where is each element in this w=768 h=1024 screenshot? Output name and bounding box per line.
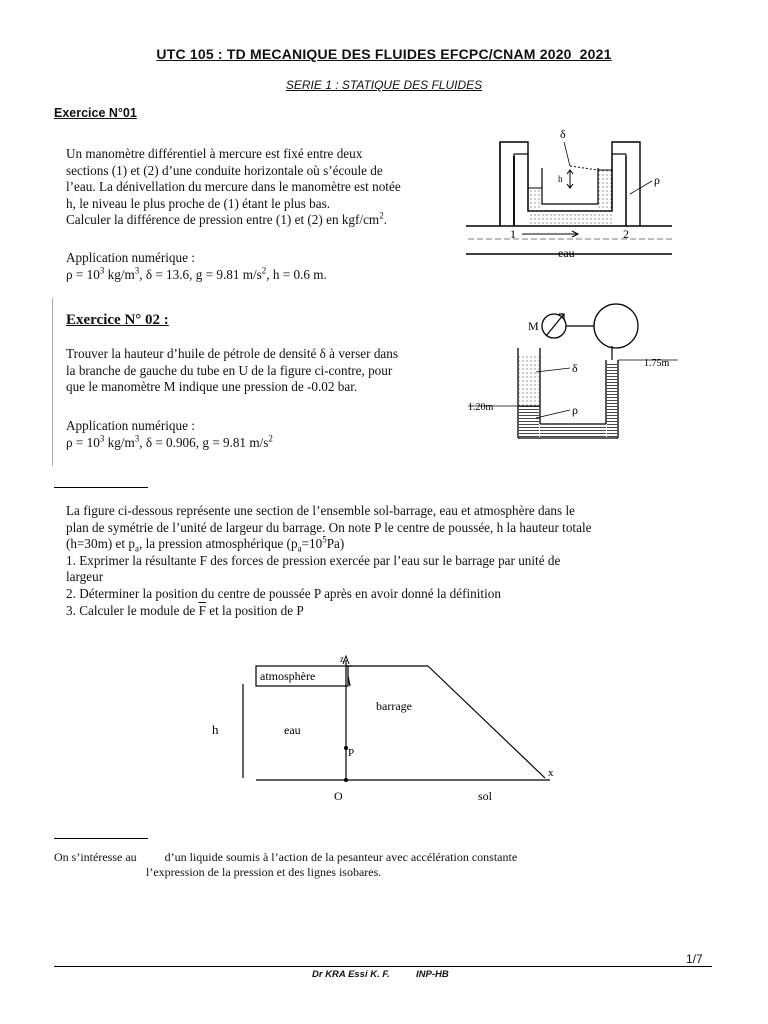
exercise3-q1-cont: largeur [66,569,104,585]
level-left-label: 1.20m [468,402,494,413]
exercise3-line: plan de symétrie de l’unité de largeur du barrage. On note P le centre de poussée, h la hauteur totale [66,519,592,535]
section2-label: 2 [623,227,629,241]
dam-figure [200,648,570,808]
page-number: 1/7 [686,952,703,966]
manometer-figure [466,126,676,261]
eau-label: eau [284,723,301,737]
footer-rule [54,966,712,967]
exercise1-application [66,250,436,283]
exercise1-heading: Exercice N°01 [54,106,137,120]
exercise3-q1: 1. Exprimer la résultante F des forces de pression exercée par l’eau sur le barrage par unité de [66,552,561,568]
P-label: P [348,747,355,759]
level-right-label: 1.75m [644,358,670,369]
footer-author: Dr KRA Essi K. F. [312,969,390,980]
u-tube-figure [466,300,686,450]
exercise2-text [66,346,446,396]
exercise1-line: sections (1) et (2) d’une conduite horizontale où s’écoule de [66,162,383,178]
exercise2-application [66,418,446,451]
series-title: SERIE 1 : STATIQUE DES FLUIDES [285,78,483,92]
document-title: UTC 105 : TD MECANIQUE DES FLUIDES EFCPC/CNAM 2020_2021 [156,46,612,62]
x-axis-label: x [548,767,554,779]
exercise1-line: Un manomètre différentiel à mercure est fixé entre deux [66,146,363,161]
delta-label-2: δ [572,361,578,375]
exercise1-app-values: $\rho = 10^3$ $kg/m^3$, δ = 13.6, g = 9.81 $m/s^2$, h = 0.6 m. [66,265,327,282]
manometer-label: M [528,319,539,333]
exercise2-heading: Exercice N° 02 : [66,312,169,328]
exercise2-line: Trouver la hauteur d’huile de pétrole de densité δ à verser dans [66,346,399,361]
O-label: O [334,789,343,803]
exercise2-line: que le manomètre M indique une pression de -0.02 bar. [66,379,358,395]
sol-label: sol [478,789,493,803]
footer-institution: INP-HB [416,969,449,980]
exercise1-question: Calculer la différence de pression entre (1) et (2) en kgf/$cm^2$. [66,210,387,228]
exercise2-app-values: $\rho = 10^3$ $kg/m^3$, δ = 0.906, g = 9.81 $m/s^2$ [66,433,273,450]
atmosphere-label: atmosphère [260,669,316,683]
separator [54,838,148,839]
separator [54,487,148,488]
exercise4-text [54,850,674,880]
rho-label-2: ρ [572,403,578,417]
exercise3-text [66,503,716,619]
exercise1-app-label: Application numérique : [66,250,195,265]
exercise2-line: la branche de gauche du tube en U de la figure ci-contre, pour [66,362,393,378]
exercise3-q3: 3. Calculer le module de $\overline{F}$ et la position de P [66,602,304,618]
fluid-label: eau [558,246,575,260]
h-label: h [558,174,563,184]
exercise4-line: On s’intéresse au d’un liquide soumis à l’action de la pesanteur avec accélération constante [54,850,518,864]
rho-label: ρ [654,173,660,187]
exercise1-text [66,146,436,229]
delta-label: δ [560,127,566,141]
exercise3-q2: 2. Déterminer la position du centre de poussée P après en avoir donné la définition [66,585,501,601]
exercise4-line: l’expression de la pression et des lignes isobares. [146,865,382,879]
section1-label: 1 [510,227,516,241]
exercise3-line: (h=30m) et $p_a$, la pression atmosphérique $(p_a=10^5Pa)$ [66,534,345,554]
exercise1-line: l’eau. La dénivellation du mercure dans le manomètre est notée [66,179,401,195]
h-label-dam: h [212,722,219,737]
exercise1-line: h, le niveau le plus proche de (1) étant le plus bas. [66,195,331,211]
barrage-label: barrage [376,699,412,713]
exercise2-app-label: Application numérique : [66,418,195,433]
exercise3-line: La figure ci-dessous représente une section de l’ensemble sol-barrage, eau et atmosphère dans le [66,503,575,518]
z-axis-label: z [340,654,344,664]
